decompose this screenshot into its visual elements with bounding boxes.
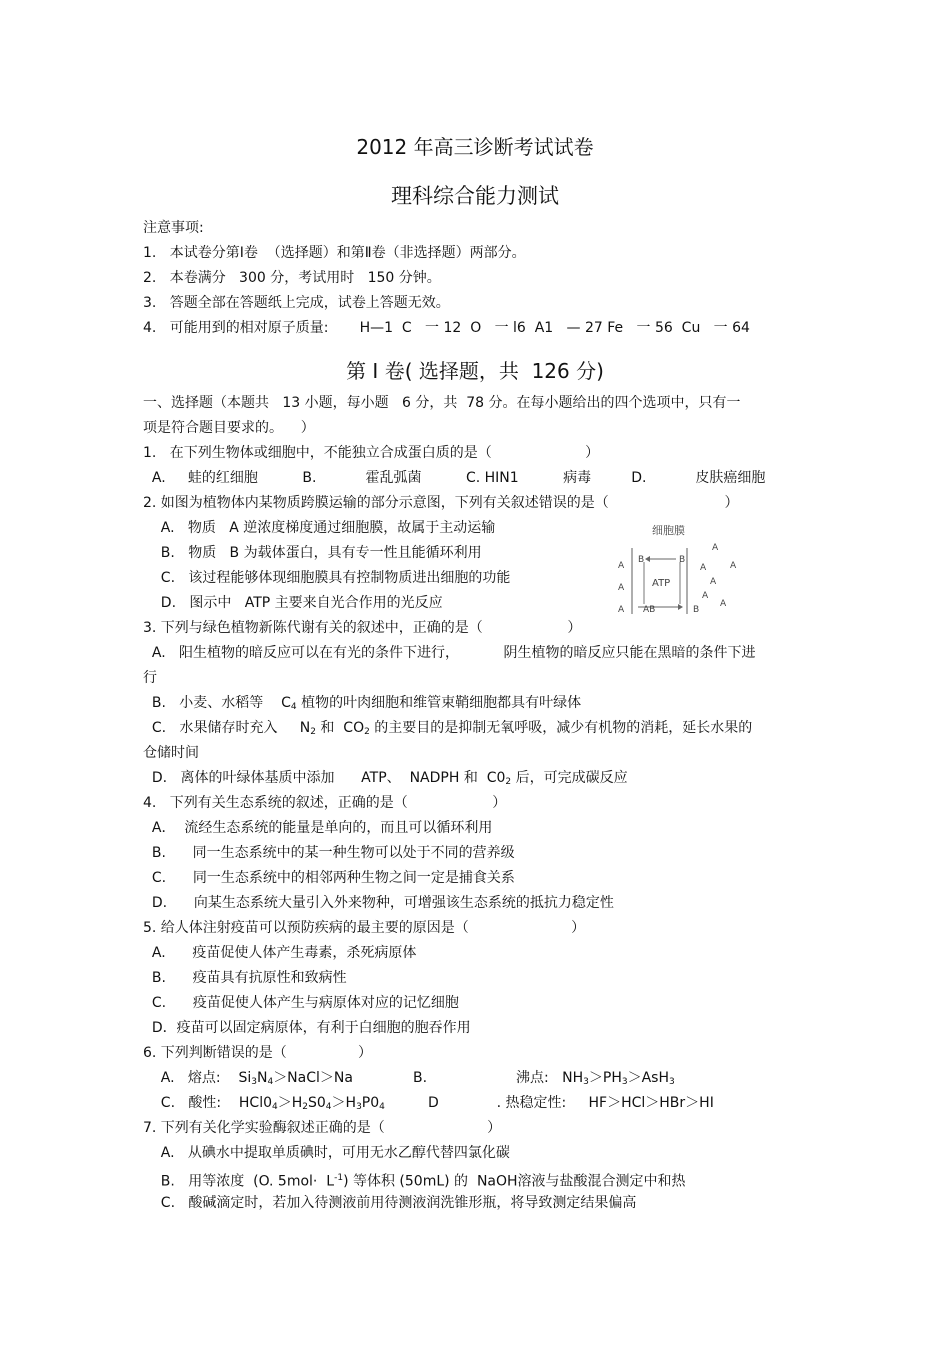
question-7-option-a: A. 从碘水中提取单质碘时，可用无水乙醇代替四氯化碳 xyxy=(143,1145,510,1161)
label-b: B xyxy=(693,605,700,615)
question-5-option-c: C. 疫苗促使人体产生与病原体对应的记忆细胞 xyxy=(143,995,459,1011)
question-7-option-b: B. 用等浓度 (O. $5mol\cdot L^{-1}$) 等体积 (50mL) 的 NaOH溶液与盐酸混合测定中和热 xyxy=(143,1173,686,1190)
page-subtitle: 理科综合能力测试 xyxy=(391,184,559,208)
label-a: A xyxy=(720,599,727,609)
question-4-option-c: C. 同一生态系统中的相邻两种生物之间一定是捕食关系 xyxy=(143,870,515,886)
notice-item: 1. 本试卷分第Ⅰ卷 （选择题）和第Ⅱ卷（非选择题）两部分。 xyxy=(143,245,526,261)
question-2-option-c: C. 该过程能够体现细胞膜具有控制物质进出细胞的功能 xyxy=(143,570,511,586)
question-3-option-b: B. 小麦、水稻等 $C_4$ 植物的叶肉细胞和维管束鞘细胞都具有叶绿体 xyxy=(143,695,582,712)
question-7-stem: 7. 下列有关化学实验酶叙述正确的是（ ） xyxy=(143,1120,502,1136)
question-3-stem: 3. 下列与绿色植物新陈代谢有关的叙述中，正确的是（ ） xyxy=(143,620,582,636)
question-1-options: A. 蛙的红细胞 B. 霍乱弧菌 C. HIN1 病毒 D. 皮肤癌细胞 xyxy=(143,470,766,486)
question-7-option-c: C. 酸碱滴定时，若加入待测液前用待测液润洗锥形瓶，将导致测定结果偏高 xyxy=(143,1195,637,1211)
label-a: A xyxy=(730,561,737,571)
question-2-option-d: D. 图示中 ATP 主要来自光合作用的光反应 xyxy=(143,595,443,611)
question-6-stem: 6. 下列判断错误的是（ ） xyxy=(143,1045,373,1061)
notice-heading: 注意事项: xyxy=(143,220,204,236)
label-a: A xyxy=(618,583,625,593)
question-6-option-b: B. 沸点: $NH_3>PH_3>AsH_3$ xyxy=(413,1070,675,1087)
question-3-option-a: A. 阳生植物的暗反应可以在有光的条件下进行， 阴生植物的暗反应只能在黑暗的条件下进 xyxy=(143,645,756,661)
question-6-option-c: C. 酸性: $HCl0_4>H_2S0_4>H_3P0_4$ xyxy=(143,1095,385,1112)
label-b: B xyxy=(679,555,686,565)
question-2-option-b: B. 物质 B 为载体蛋白，具有专一性且能循环利用 xyxy=(143,545,482,561)
label-a: A xyxy=(618,561,625,571)
label-a: A xyxy=(710,577,717,587)
question-2-stem: 2. 如图为植物体内某物质跨膜运输的部分示意图，下列有关叙述错误的是（ ） xyxy=(143,495,739,511)
label-a: A xyxy=(700,563,707,573)
question-1-stem: 1. 在下列生物体或细胞中，不能独立合成蛋白质的是（ ） xyxy=(143,445,600,461)
question-6-option-a: A. 熔点: $Si_3N_4>NaCl>Na$ xyxy=(143,1070,353,1087)
question-2-option-a: A. 物质 A 逆浓度梯度通过细胞膜，故属于主动运输 xyxy=(143,520,496,536)
label-b: B xyxy=(638,555,645,565)
question-3-option-c-cont: 仓储时间 xyxy=(143,745,199,761)
question-5-option-d: D．疫苗可以固定病原体，有利于白细胞的胞吞作用 xyxy=(143,1020,471,1036)
figure-title: 细胞膜 xyxy=(652,524,685,537)
notice-item: 2. 本卷满分 300 分，考试用时 150 分钟。 xyxy=(143,270,441,286)
label-a: A xyxy=(712,543,719,553)
question-3-option-c: C. 水果储存时充入 $N_2$ 和 $CO_2$ 的主要目的是抑制无氧呼吸，减少有机物的消耗，延长水果的 xyxy=(143,720,753,737)
membrane-transport-figure xyxy=(612,522,748,622)
question-4-option-d: D. 向某生态系统大量引入外来物种，可增强该生态系统的抵抗力稳定性 xyxy=(143,895,614,911)
notice-item: 4. 可能用到的相对原子质量: H—1 C 一 12 O 一 l6 A1 — 27 Fe 一 56 Cu 一 64 xyxy=(143,320,750,336)
notice-item: 3. 答题全部在答题纸上完成，试卷上答题无效。 xyxy=(143,295,450,311)
question-3-option-a-cont: 行 xyxy=(143,670,157,686)
question-4-option-b: B. 同一生态系统中的某一种生物可以处于不同的营养级 xyxy=(143,845,515,861)
question-5-option-b: B. 疫苗具有抗原性和致病性 xyxy=(143,970,347,986)
section-intro-line: 一、选择题（本题共 13 小题，每小题 6 分，共 78 分。在每小题给出的四个选项中，只有一 xyxy=(143,395,741,411)
arrow-top-head xyxy=(645,556,650,562)
page-title: 2012 年高三诊断考试试卷 xyxy=(356,135,594,159)
question-4-stem: 4. 下列有关生态系统的叙述，正确的是（ ） xyxy=(143,795,507,811)
label-atp: ATP xyxy=(652,578,671,589)
section-title: 第 Ⅰ 卷( 选择题，共 126 分) xyxy=(346,359,604,383)
arrow-bottom-head xyxy=(678,604,683,610)
question-3-option-d: D. 离体的叶绿体基质中添加 ATP、 NADPH 和 $C0_2$ 后，可完成碳反应 xyxy=(143,770,628,787)
label-ab: AB xyxy=(643,605,656,615)
question-5-option-a: A. 疫苗促使人体产生毒素，杀死病原体 xyxy=(143,945,417,961)
question-6-option-d: D . 热稳定性: HF＞HCl＞HBr＞HI xyxy=(428,1095,714,1111)
section-intro-line: 项是符合题目要求的。 ） xyxy=(143,420,315,436)
question-5-stem: 5. 给人体注射疫苗可以预防疾病的最主要的原因是（ ） xyxy=(143,920,586,936)
label-a: A xyxy=(618,605,625,615)
question-4-option-a: A． 流经生态系统的能量是单向的，而且可以循环利用 xyxy=(143,820,493,836)
label-a: A xyxy=(702,591,709,601)
